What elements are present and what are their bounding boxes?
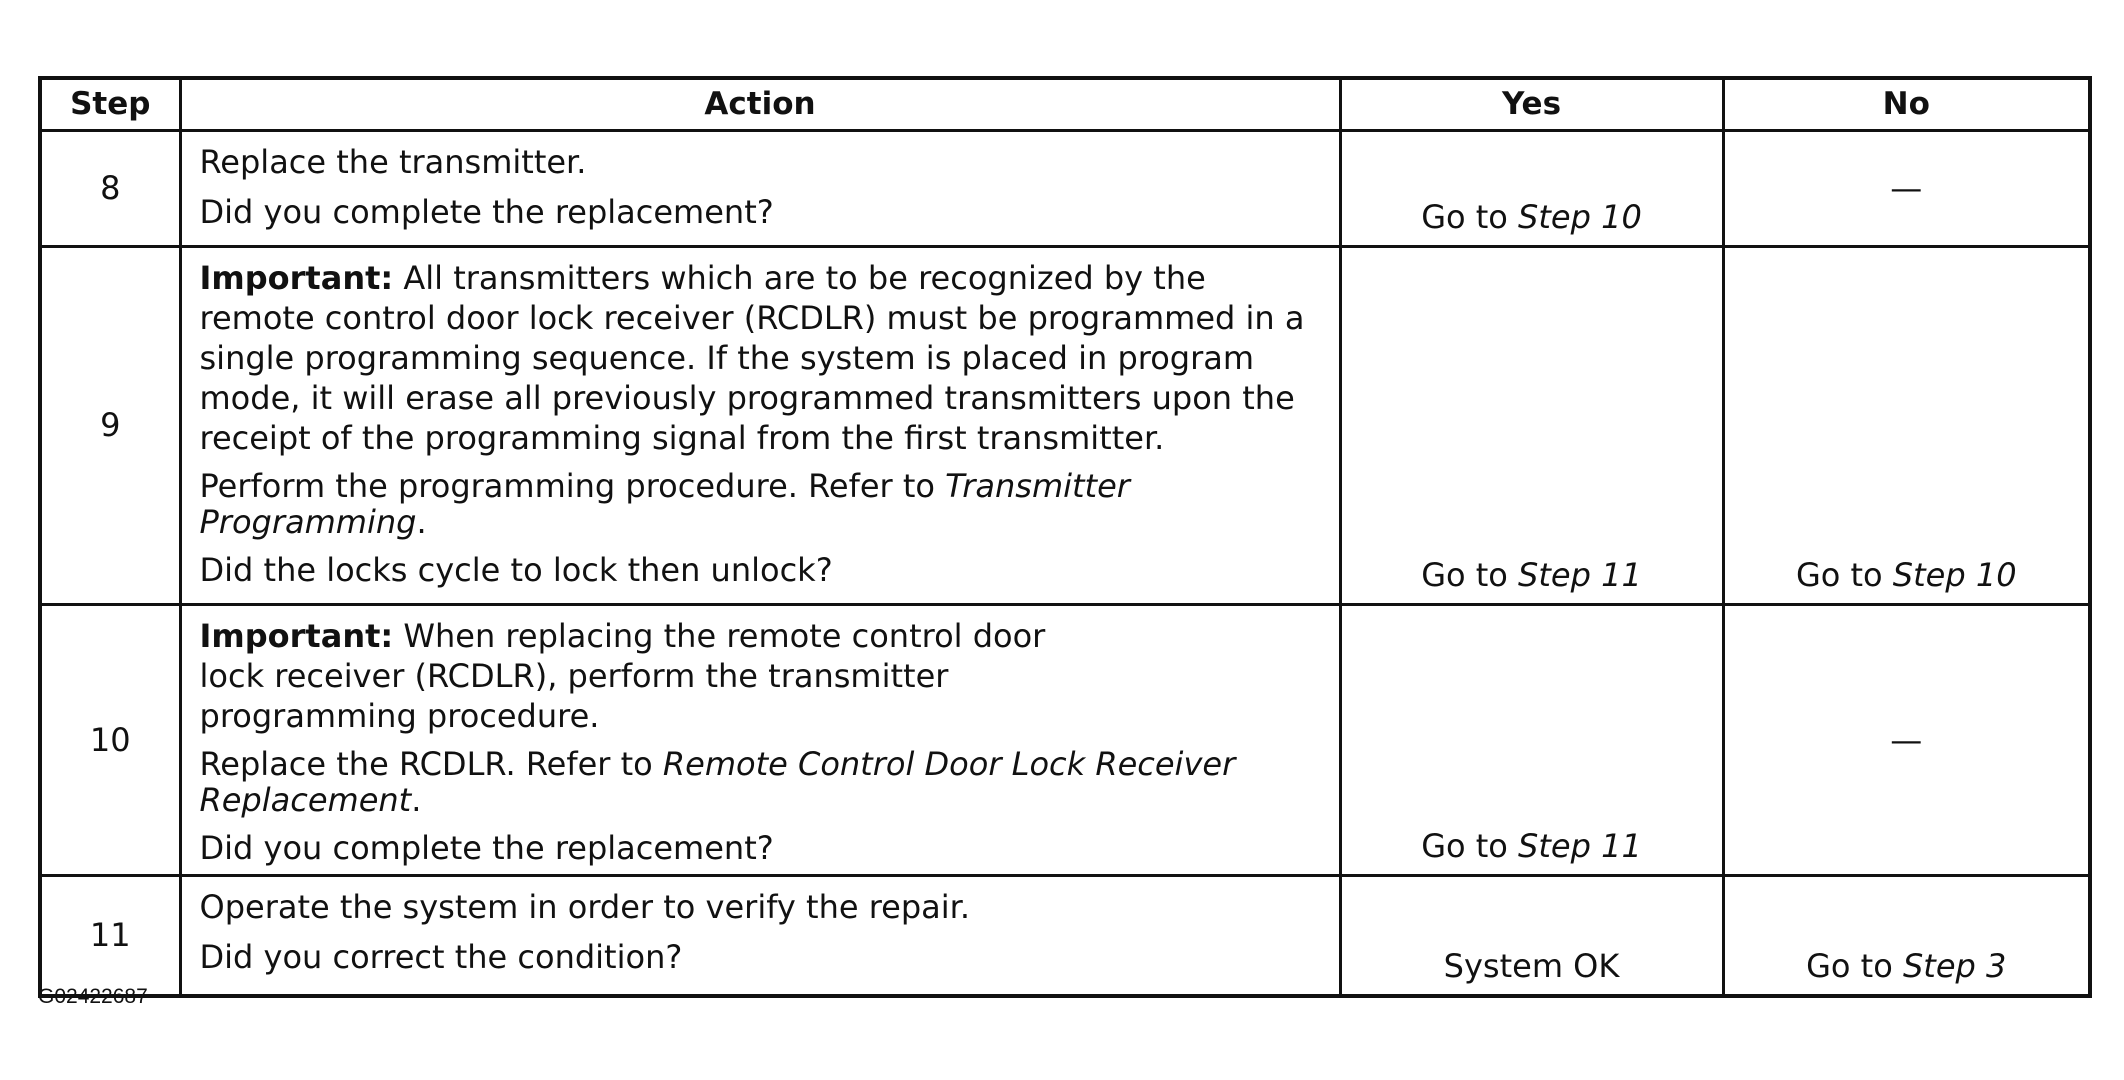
table-row [40,875,2090,996]
action-text: Replace the transmitter. [199,142,587,181]
action-text: Operate the system in order to verify the repair. [199,887,971,926]
important-note [200,258,1321,458]
yes-cell [1340,604,1723,875]
action-prefix: Perform the programming procedure. Refer to [199,466,946,505]
no-step-link[interactable]: Step 10 [1892,555,2017,594]
table-header-row [40,78,2090,130]
action-suffix: . [416,502,427,541]
action-text [200,746,1321,818]
yes-cell [1340,246,1723,604]
diagnostic-table [38,76,2092,998]
important-label: Important: [199,258,394,297]
yes-cell: System OK [1340,875,1723,996]
question-text: Did you complete the replacement? [199,192,774,231]
figure-id: G02422687 [38,985,148,1008]
yes-step-link[interactable]: Step 11 [1518,555,1642,594]
action-cell [180,246,1340,604]
yes-step-link[interactable]: Step 10 [1518,197,1642,236]
procedure-reference-link[interactable]: Transmitter Programming [199,466,1130,541]
action-text [200,468,1321,540]
yes-step-link[interactable]: Step 11 [1518,826,1642,865]
action-prefix: Replace the RCDLR. Refer to [199,744,663,783]
step-number: 8 [40,130,180,246]
action-cell [180,130,1340,246]
no-prefix: Go to [1806,947,1903,985]
no-cell [1723,246,2090,604]
table-row [40,246,2090,604]
action-cell [180,604,1340,875]
no-prefix: Go to [1795,555,1893,594]
yes-prefix: Go to [1421,197,1519,236]
header-action: Action [180,78,1340,130]
yes-cell [1340,130,1723,246]
step-number: 10 [40,604,180,875]
header-yes: Yes [1340,78,1723,130]
action-cell [180,875,1340,996]
step-number: 11 [40,875,180,996]
question-text: Did you correct the condition? [199,937,683,976]
question-text: Did you complete the replacement? [199,828,774,867]
diagnostic-table-container [38,76,2088,985]
yes-prefix: Go to [1421,555,1519,594]
no-cell: — [1723,130,2090,246]
header-no: No [1723,78,2090,130]
table-row [40,130,2090,246]
question-text: Did the locks cycle to lock then unlock? [199,550,833,589]
header-step: Step [40,78,180,130]
important-text: When replacing the remote control door lock receiver (RCDLR), perform the transmitter programming procedure. [199,616,1046,735]
important-label: Important: [199,616,394,655]
step-number: 9 [40,246,180,604]
table-row [40,604,2090,875]
action-suffix: . [411,780,422,819]
yes-prefix: Go to [1421,826,1519,865]
important-text: All transmitters which are to be recognized by the remote control door lock receiver (RCDLR) must be programmed in a single programming sequence. If the system is placed in program mode, it will erase all previously programmed transmitters upon the receipt of the programming signal from the first transmitter. [199,258,1305,457]
no-step-link[interactable]: Step 3 [1902,947,2007,985]
important-note [200,616,1321,736]
procedure-reference-link[interactable]: Remote Control Door Lock Receiver Replacement [199,744,1236,819]
no-cell [1723,875,2090,996]
no-cell: — [1723,604,2090,875]
